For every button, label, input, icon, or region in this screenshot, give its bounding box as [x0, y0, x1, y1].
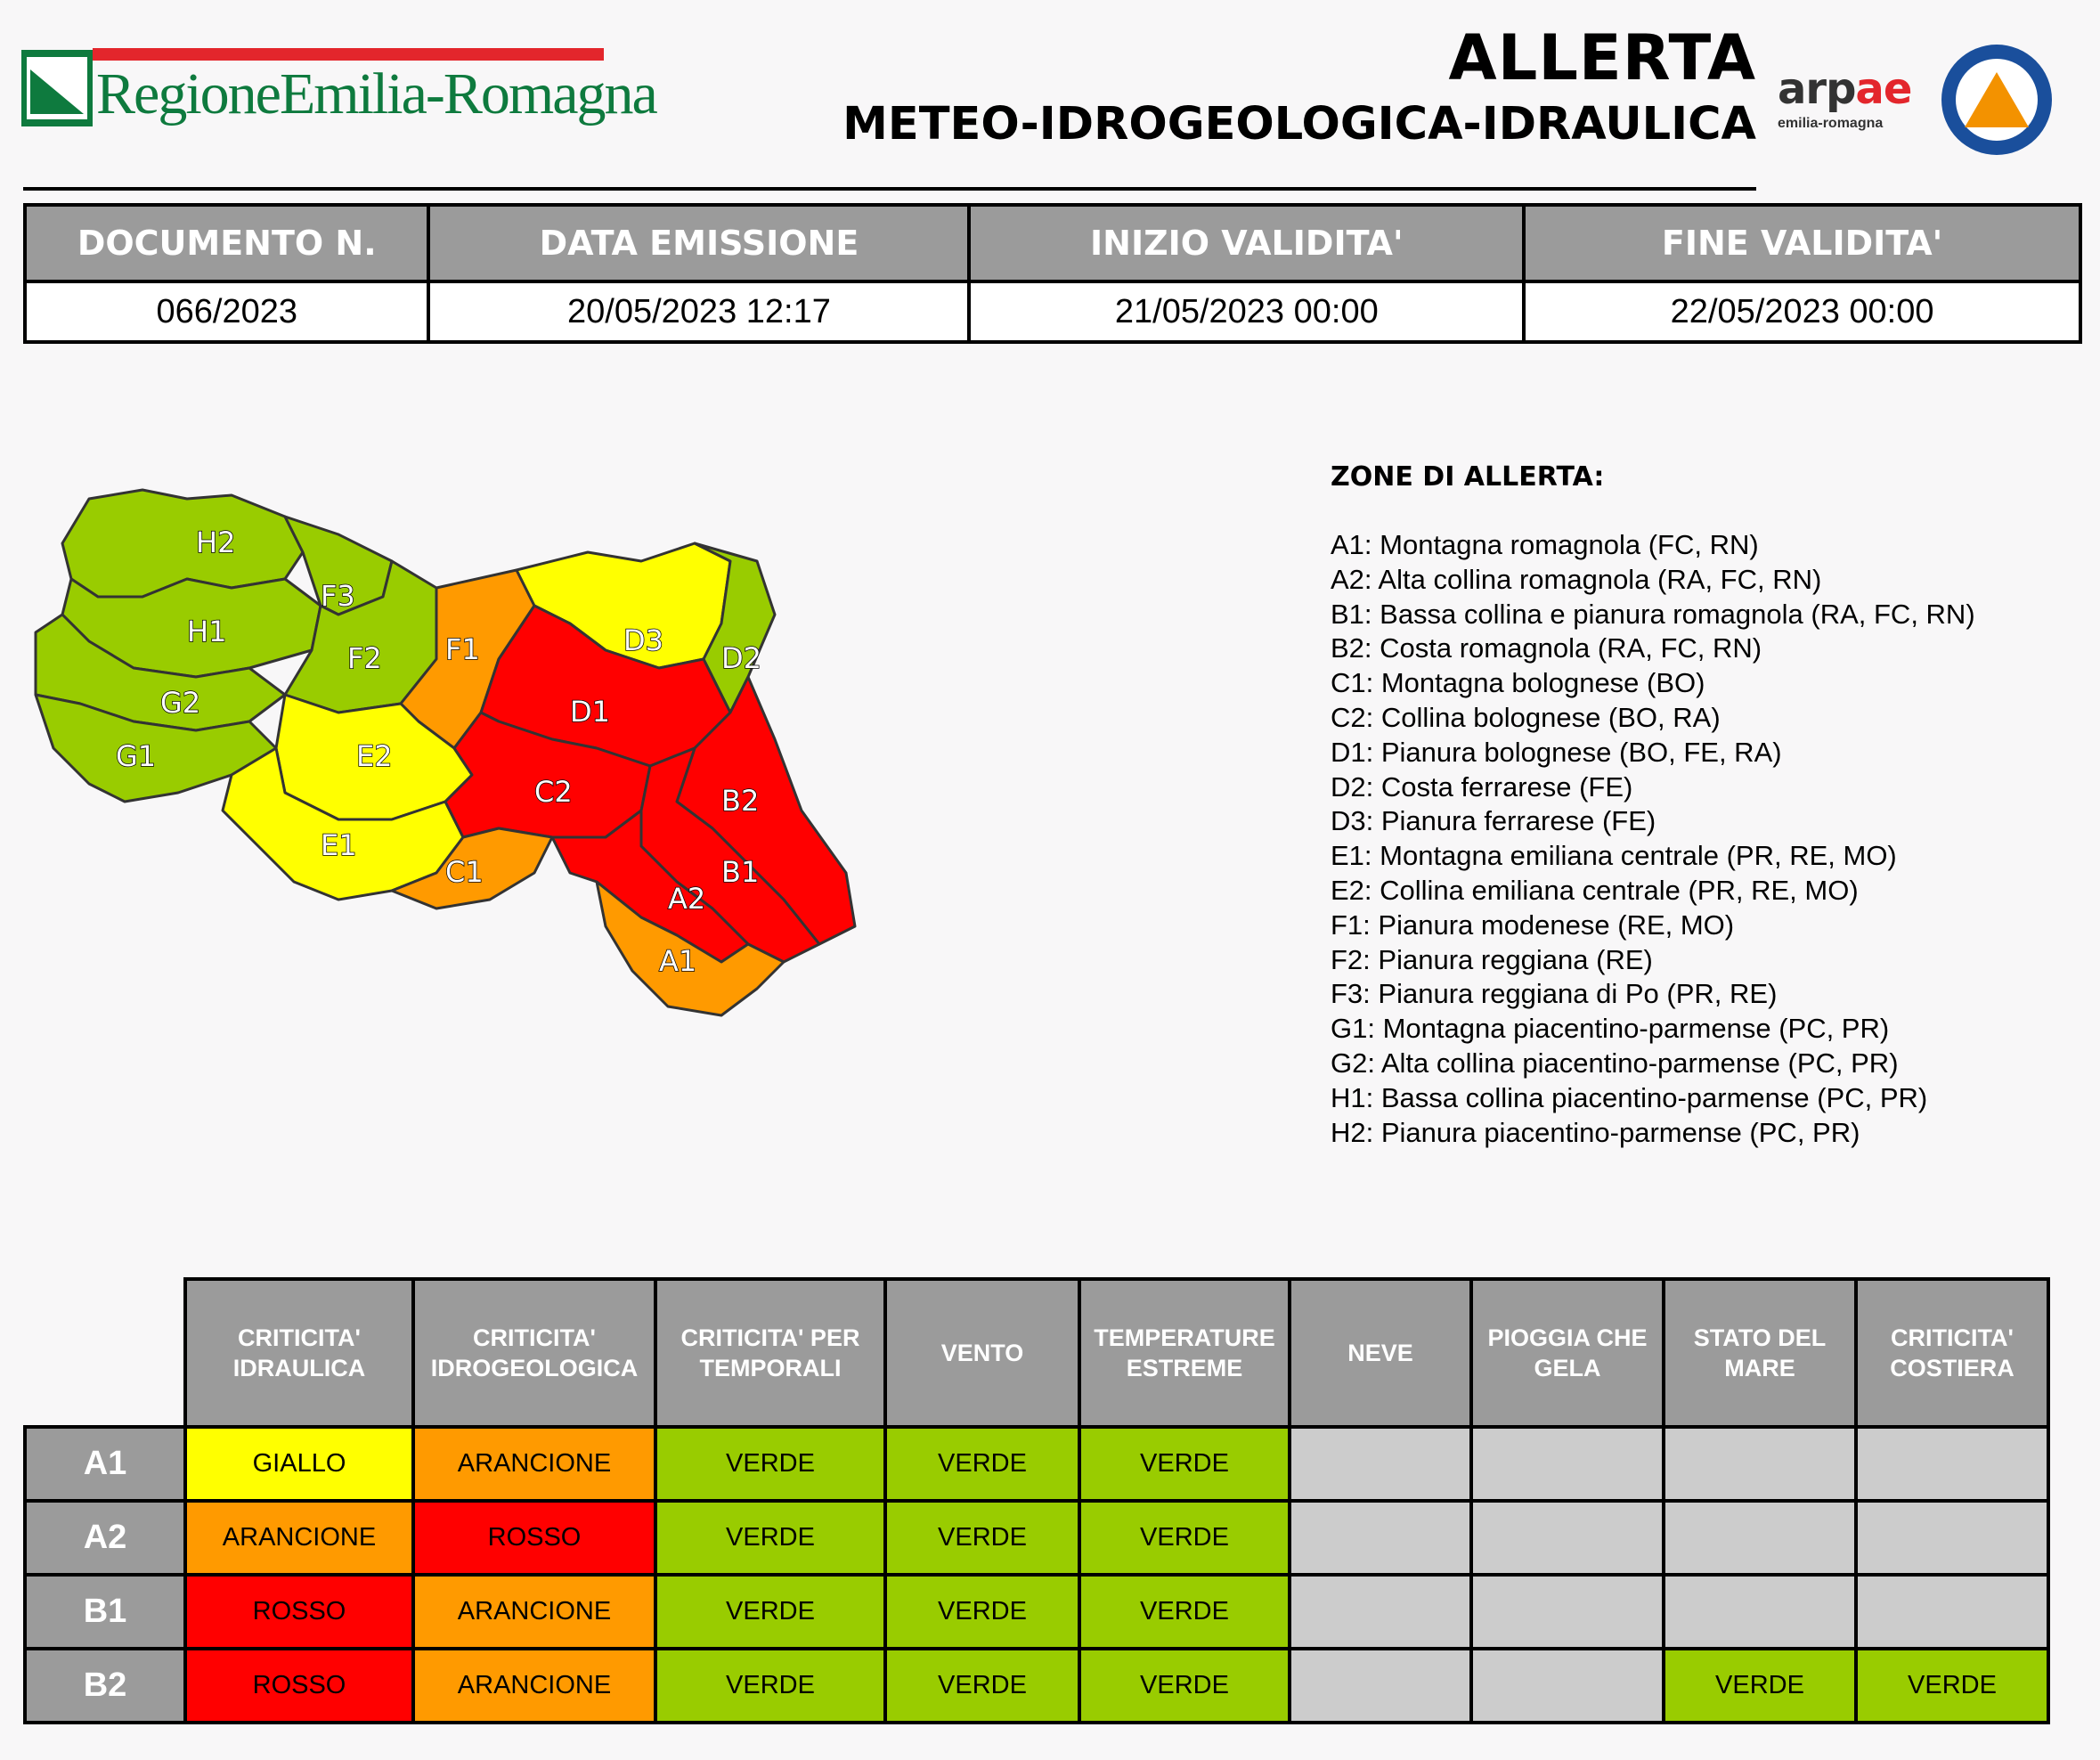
legend-item: E1: Montagna emiliana centrale (PR, RE, MO) — [1331, 840, 1897, 872]
doc-valid-from: 21/05/2023 00:00 — [969, 281, 1524, 342]
alert-levels-table — [23, 1277, 2050, 1724]
alert-level-cell: VERDE — [1079, 1575, 1290, 1649]
alert-level-cell: ARANCIONE — [185, 1501, 413, 1575]
alert-column-header — [413, 1279, 655, 1427]
arpae-logo-word-b: ae — [1855, 64, 1912, 114]
alert-column-header — [885, 1279, 1079, 1427]
alert-column-header-line: CRITICITA' — [1891, 1324, 2014, 1351]
label-f2: F2 — [347, 641, 382, 675]
alert-level-cell — [1471, 1501, 1664, 1575]
label-f3: F3 — [321, 579, 355, 613]
legend-item: D2: Costa ferrarese (FE) — [1331, 770, 1633, 803]
alert-level-cell: ARANCIONE — [413, 1575, 655, 1649]
alert-column-header-line: GELA — [1534, 1355, 1601, 1381]
legend-item: F3: Pianura reggiana di Po (PR, RE) — [1331, 978, 1778, 1010]
legend-item: C2: Collina bolognese (BO, RA) — [1331, 701, 1721, 733]
alert-column-header — [655, 1279, 885, 1427]
regione-emilia-romagna-logo — [21, 48, 656, 132]
alert-level-cell — [1856, 1427, 2048, 1501]
alert-table-header-row — [25, 1279, 2048, 1427]
alert-column-header — [1290, 1279, 1471, 1427]
label-e1: E1 — [321, 828, 357, 862]
label-c1: C1 — [445, 855, 484, 889]
alert-level-cell — [1856, 1575, 2048, 1649]
legend-item: E2: Collina emiliana centrale (PR, RE, MO) — [1331, 874, 1859, 906]
logo-text: RegioneEmilia-Romagna — [96, 61, 656, 126]
alert-row-zone: B1 — [25, 1575, 185, 1649]
alert-level-cell: GIALLO — [185, 1427, 413, 1501]
legend-item: F1: Pianura modenese (RE, MO) — [1331, 909, 1735, 941]
doc-issue-date: 20/05/2023 12:17 — [428, 281, 969, 342]
legend-item: F2: Pianura reggiana (RE) — [1331, 943, 1653, 975]
alert-column-header — [1079, 1279, 1290, 1427]
legend-item: H1: Bassa collina piacentino-parmense (PC, PR) — [1331, 1081, 1928, 1113]
alert-level-cell: ROSSO — [185, 1649, 413, 1723]
page-title: ALLERTA — [1448, 21, 1756, 94]
alert-level-cell — [1664, 1427, 1856, 1501]
alert-level-cell — [1664, 1575, 1856, 1649]
label-b2: B2 — [721, 784, 760, 818]
alert-column-header-line: CRITICITA' — [473, 1324, 596, 1351]
label-h2: H2 — [196, 526, 236, 559]
legend-title: ZONE DI ALLERTA: — [1331, 461, 1605, 493]
arpae-logo — [1778, 64, 1938, 139]
alert-column-header-line: IDROGEOLOGICA — [430, 1355, 639, 1381]
label-c2: C2 — [534, 775, 573, 809]
alert-level-cell: ARANCIONE — [413, 1649, 655, 1723]
doc-header-number: DOCUMENTO N. — [25, 205, 428, 281]
alert-row-zone: A1 — [25, 1427, 185, 1501]
alert-column-header — [1664, 1279, 1856, 1427]
label-d3: D3 — [623, 623, 663, 657]
legend-item: C1: Montagna bolognese (BO) — [1331, 667, 1705, 699]
alert-level-cell — [1471, 1649, 1664, 1723]
alert-column-header — [1856, 1279, 2048, 1427]
alert-column-header-line: PIOGGIA CHE — [1487, 1324, 1648, 1351]
label-h1: H1 — [187, 615, 227, 648]
document-info-table — [23, 203, 2082, 344]
legend-item: B1: Bassa collina e pianura romagnola (RA, FC, RN) — [1331, 598, 1975, 630]
label-f1: F1 — [445, 632, 480, 666]
alert-column-header-line: MARE — [1724, 1355, 1795, 1381]
zones-legend — [1331, 461, 2079, 1150]
alert-column-header-line: COSTIERA — [1890, 1355, 2015, 1381]
alert-level-cell: VERDE — [1079, 1427, 1290, 1501]
alert-column-header-line: STATO DEL — [1693, 1324, 1827, 1351]
alert-column-header-line: CRITICITA' — [238, 1324, 361, 1351]
label-a1: A1 — [659, 944, 697, 978]
alert-row-a1 — [25, 1427, 2048, 1501]
alert-column-header — [185, 1279, 413, 1427]
arpae-logo-sub: emilia-romagna — [1778, 116, 1884, 131]
alert-zones-map — [18, 481, 1300, 1194]
alert-column-header-line: IDRAULICA — [232, 1355, 366, 1381]
label-g2: G2 — [160, 686, 201, 720]
alert-level-cell — [1664, 1501, 1856, 1575]
alert-level-cell: ROSSO — [413, 1501, 655, 1575]
doc-header-issue-date: DATA EMISSIONE — [428, 205, 969, 281]
alert-level-cell — [1471, 1427, 1664, 1501]
doc-header-valid-from: INIZIO VALIDITA' — [969, 205, 1524, 281]
alert-column-header-line: ESTREME — [1126, 1355, 1243, 1381]
legend-item: A2: Alta collina romagnola (RA, FC, RN) — [1331, 563, 1822, 595]
alert-level-cell: VERDE — [885, 1575, 1079, 1649]
legend-item: D3: Pianura ferrarese (FE) — [1331, 805, 1656, 837]
alert-level-cell: VERDE — [1856, 1649, 2048, 1723]
alert-level-cell: ROSSO — [185, 1575, 413, 1649]
alert-column-header-line: VENTO — [940, 1340, 1024, 1366]
alert-row-b2 — [25, 1649, 2048, 1723]
alert-column-header-line: CRITICITA' PER — [680, 1324, 860, 1351]
alert-column-header-line: TEMPERATURE — [1094, 1324, 1275, 1351]
logo-flag-icon — [21, 50, 93, 126]
page-subtitle: METEO-IDROGEOLOGICA-IDRAULICA — [842, 98, 1756, 151]
alert-level-cell: VERDE — [1079, 1501, 1290, 1575]
doc-header-valid-to: FINE VALIDITA' — [1524, 205, 2080, 281]
legend-list — [1331, 528, 2079, 1150]
alert-level-cell — [1290, 1649, 1471, 1723]
alert-level-cell: VERDE — [1664, 1649, 1856, 1723]
doc-number: 066/2023 — [25, 281, 428, 342]
alert-level-cell — [1290, 1575, 1471, 1649]
alert-level-cell: ARANCIONE — [413, 1427, 655, 1501]
label-b1: B1 — [721, 855, 760, 889]
alert-table-body — [25, 1427, 2048, 1723]
legend-item: G1: Montagna piacentino-parmense (PC, PR) — [1331, 1013, 1890, 1045]
arpae-logo-word-a: arp — [1778, 64, 1856, 114]
alert-column-header-line: NEVE — [1347, 1340, 1413, 1366]
alert-row-zone: B2 — [25, 1649, 185, 1723]
legend-item: D1: Pianura bolognese (BO, FE, RA) — [1331, 736, 1782, 768]
legend-item: H2: Pianura piacentino-parmense (PC, PR) — [1331, 1116, 1860, 1148]
label-a2: A2 — [668, 882, 706, 916]
triangle-icon — [1965, 72, 2029, 127]
alert-level-cell — [1471, 1575, 1664, 1649]
protezione-civile-logo — [1941, 45, 2052, 155]
logo-red-bar — [93, 48, 604, 61]
alert-level-cell — [1290, 1501, 1471, 1575]
alert-level-cell — [1856, 1501, 2048, 1575]
label-g1: G1 — [116, 739, 157, 773]
label-d2: D2 — [721, 641, 761, 675]
alert-row-a2 — [25, 1501, 2048, 1575]
alert-level-cell: VERDE — [655, 1649, 885, 1723]
alert-level-cell: VERDE — [885, 1649, 1079, 1723]
header-divider — [23, 187, 1756, 191]
doc-valid-to: 22/05/2023 00:00 — [1524, 281, 2080, 342]
alert-level-cell: VERDE — [655, 1575, 885, 1649]
alert-level-cell: VERDE — [885, 1427, 1079, 1501]
alert-row-b1 — [25, 1575, 2048, 1649]
alert-level-cell: VERDE — [1079, 1649, 1290, 1723]
alert-table-corner — [25, 1279, 185, 1427]
legend-item: B2: Costa romagnola (RA, FC, RN) — [1331, 632, 1762, 664]
alert-level-cell — [1290, 1427, 1471, 1501]
alert-level-cell: VERDE — [655, 1427, 885, 1501]
legend-item: G2: Alta collina piacentino-parmense (PC, PR) — [1331, 1047, 1899, 1079]
alert-level-cell: VERDE — [885, 1501, 1079, 1575]
legend-item: A1: Montagna romagnola (FC, RN) — [1331, 529, 1759, 560]
label-d1: D1 — [570, 695, 610, 729]
label-e2: E2 — [356, 739, 393, 773]
alert-row-zone: A2 — [25, 1501, 185, 1575]
alert-column-header-line: TEMPORALI — [699, 1355, 842, 1381]
alert-column-header — [1471, 1279, 1664, 1427]
alert-level-cell: VERDE — [655, 1501, 885, 1575]
